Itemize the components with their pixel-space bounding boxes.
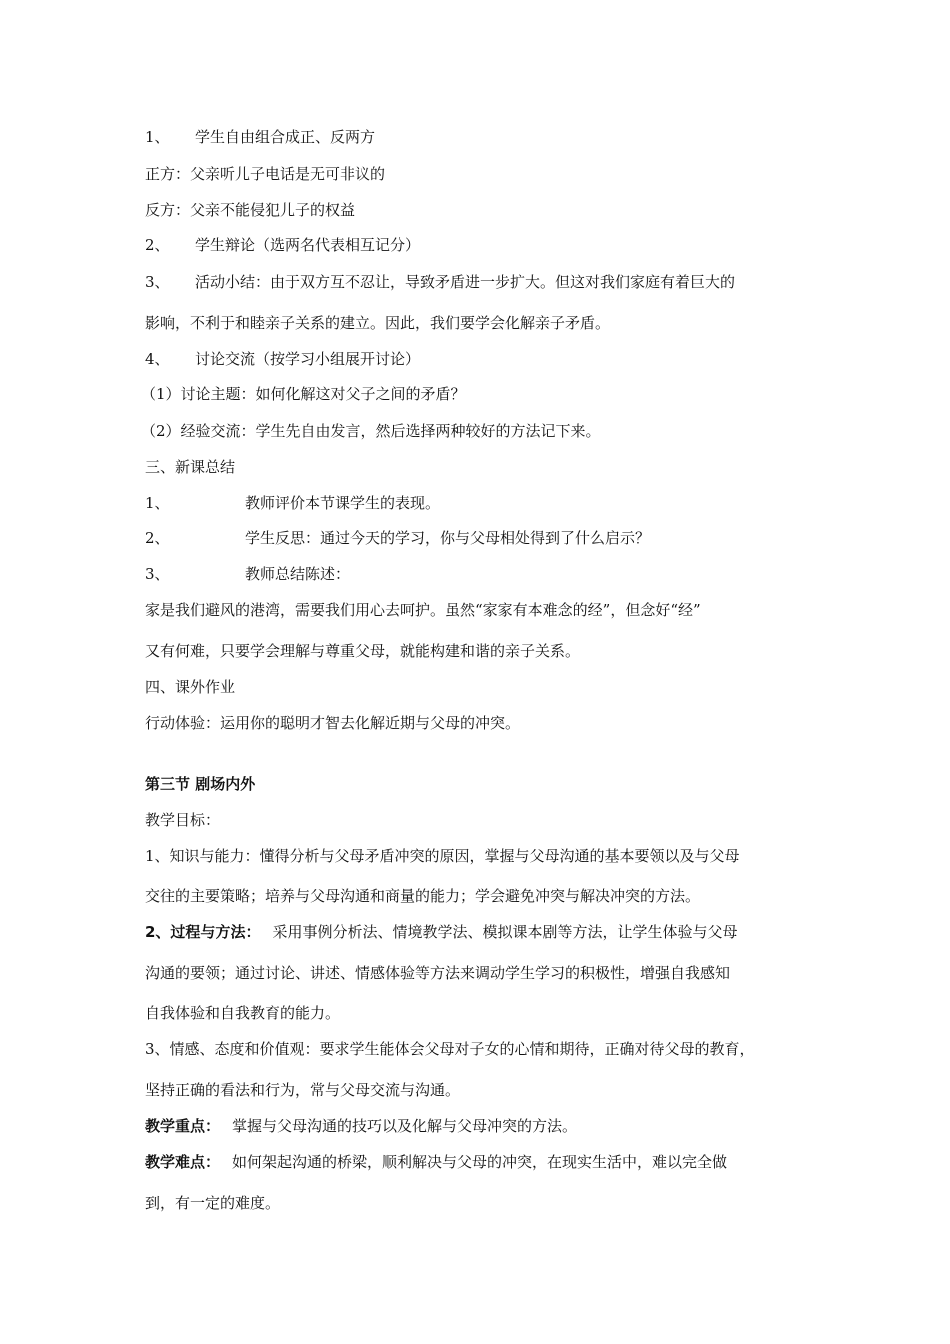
difficulty-label: 教学难点： [145,1153,221,1171]
item-number: 1、 [145,128,170,146]
goal-2-label: 2、过程与方法： [145,923,261,941]
goal-2-text: 采用事例分析法、情境教学法、模拟课本剧等方法，让学生体验与父母 [272,923,738,941]
difficulty-line-1 [145,1152,727,1172]
goal-1-line-2: 交往的主要策略；培养与父母沟通和商量的能力；学会避免冲突与解决冲突的方法。 [145,887,701,905]
summary-paragraph-line-2: 又有何难，只要学会理解与尊重父母，就能构建和谐的亲子关系。 [145,642,581,660]
con-side: 反方：父亲不能侵犯儿子的权益 [145,201,356,219]
item-text: 讨论交流（按学习小组展开讨论） [195,350,421,368]
activity-item-4 [145,349,420,369]
homework-text: 行动体验：运用你的聪明才智去化解近期与父母的冲突。 [145,714,521,732]
goals-label: 教学目标： [145,811,221,829]
item-number: 2、 [145,529,170,547]
summary-item-3 [145,564,350,584]
activity-item-1 [145,127,375,147]
activity-item-3 [145,272,735,292]
activity-item-2 [145,235,420,255]
key-point-text: 掌握与父母沟通的技巧以及化解与父母冲突的方法。 [232,1117,578,1135]
homework-heading: 四、课外作业 [145,678,236,696]
pro-side: 正方：父亲听儿子电话是无可非议的 [145,165,386,183]
item-number: 1、 [145,494,170,512]
difficulty-line-2: 到，有一定的难度。 [145,1194,281,1212]
goal-3-line-1: 3、情感、态度和价值观：要求学生能体会父母对子女的心情和期待，正确对待父母的教育， [145,1040,755,1058]
section-title: 第三节 剧场内外 [145,775,256,793]
item-number: 4、 [145,350,170,368]
summary-item-1 [145,493,440,513]
summary-heading: 三、新课总结 [145,458,236,476]
goal-2-line-3: 自我体验和自我教育的能力。 [145,1004,341,1022]
item-text: 学生反思：通过今天的学习，你与父母相处得到了什么启示？ [245,529,651,547]
item-text: 活动小结：由于双方互不忍让，导致矛盾进一步扩大。但这对我们家庭有着巨大的 [195,273,736,291]
goal-2-line-2: 沟通的要领；通过讨论、讲述、情感体验等方法来调动学生学习的积极性，增强自我感知 [145,964,731,982]
discussion-topic: （1）讨论主题：如何化解这对父子之间的矛盾？ [141,385,466,403]
goal-3-line-2: 坚持正确的看法和行为，常与父母交流与沟通。 [145,1081,461,1099]
item-text: 教师总结陈述： [245,565,351,583]
item-text: 教师评价本节课学生的表现。 [245,494,441,512]
item-number: 2、 [145,236,170,254]
summary-paragraph-line-1: 家是我们避风的港湾，需要我们用心去呵护。虽然“家家有本难念的经”，但念好“经” [145,601,701,619]
key-point [145,1116,577,1136]
difficulty-text: 如何架起沟通的桥梁，顺利解决与父母的冲突，在现实生活中，难以完全做 [232,1153,728,1171]
summary-item-2 [145,528,650,548]
goal-2-line-1 [145,922,737,942]
item-number: 3、 [145,565,170,583]
item-text: 学生辩论（选两名代表相互记分） [195,236,421,254]
item-text: 学生自由组合成正、反两方 [195,128,376,146]
goal-1-line-1: 1、知识与能力：懂得分析与父母矛盾冲突的原因，掌握与父母沟通的基本要领以及与父母 [145,847,740,865]
experience-exchange: （2）经验交流：学生先自由发言，然后选择两种较好的方法记下来。 [141,422,601,440]
item-number: 3、 [145,273,170,291]
key-point-label: 教学重点： [145,1117,221,1135]
activity-item-3-cont: 影响，不利于和睦亲子关系的建立。因此，我们要学会化解亲子矛盾。 [145,314,611,332]
